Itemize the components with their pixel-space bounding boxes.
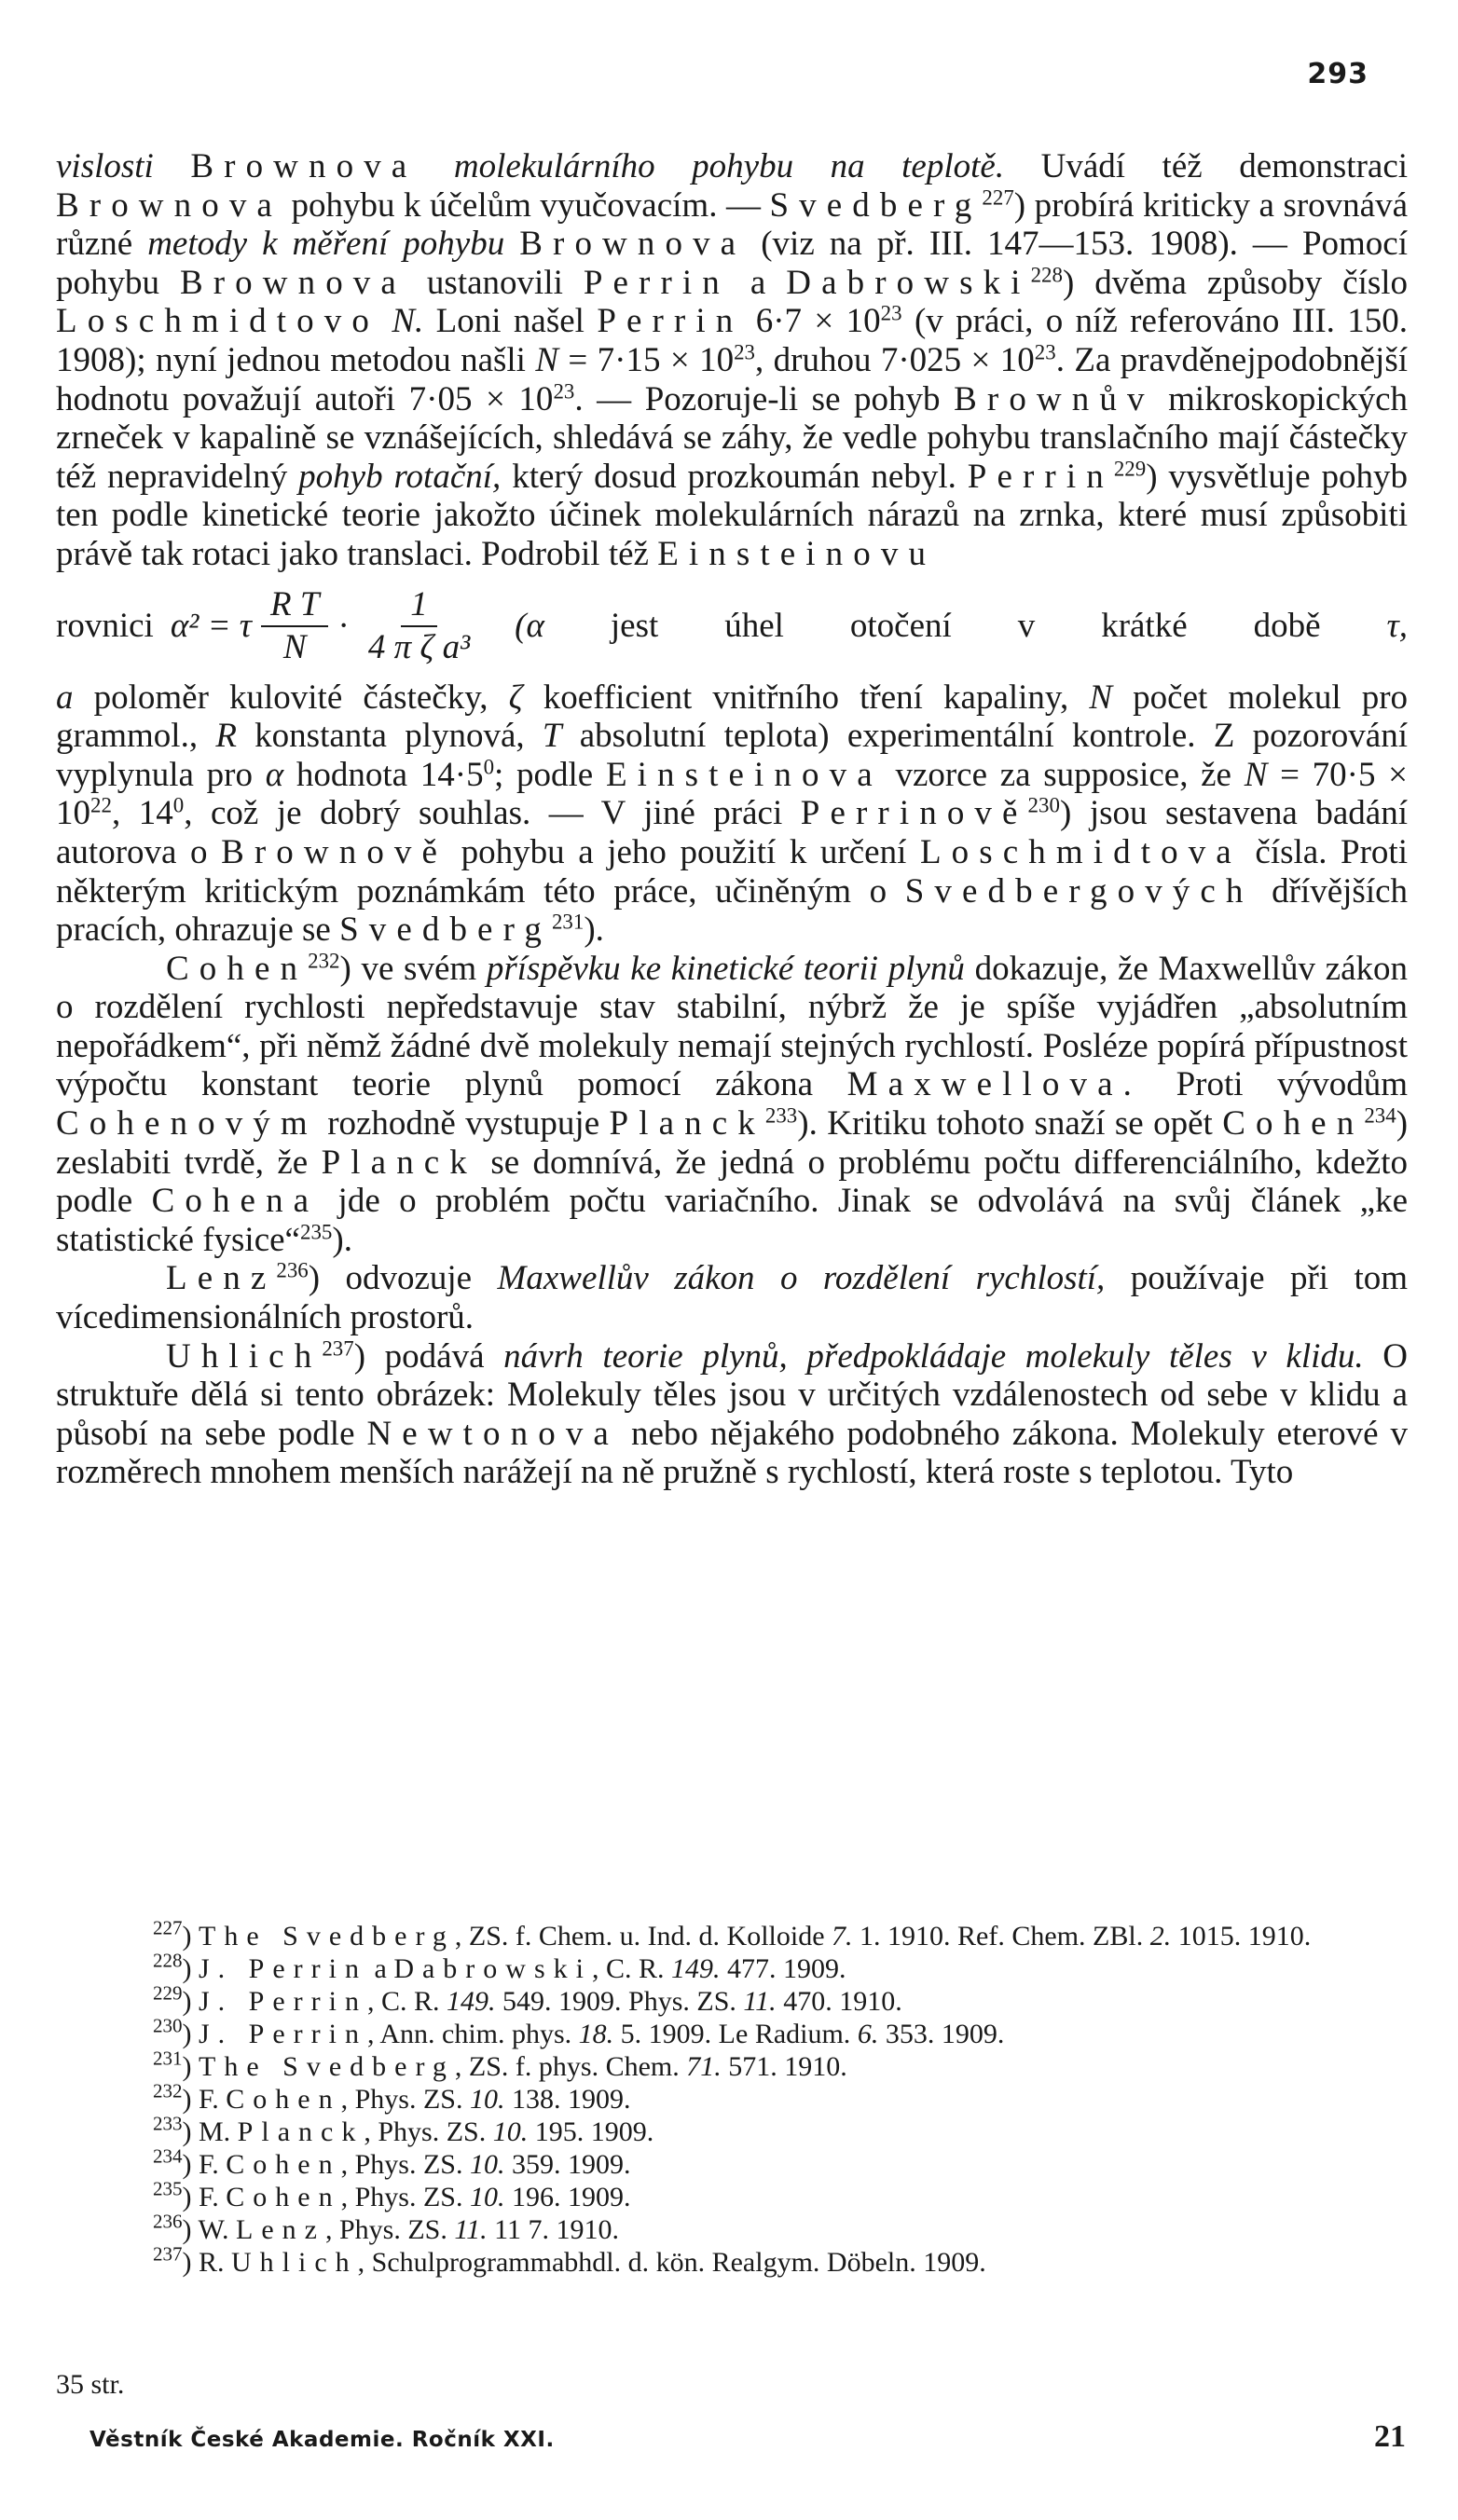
- text-run: ) ve svém: [339, 949, 477, 988]
- footnote-text: , C. R.: [591, 1953, 672, 1984]
- exponent: 0: [483, 755, 495, 779]
- author-name: Cohena: [151, 1182, 320, 1221]
- footnote-text: ): [182, 2019, 199, 2049]
- text-run: ) zeslabiti tvrdě, že: [56, 1104, 1409, 1182]
- author-name: Perrin: [583, 263, 730, 302]
- footnote-text: The Svedberg: [199, 1921, 455, 1952]
- footnote-text: 10.: [469, 2084, 505, 2115]
- author-name: Lenz: [166, 1259, 277, 1298]
- page-number: 293: [1307, 58, 1369, 90]
- text-run: otočení: [849, 606, 952, 645]
- footnote-number: 228: [153, 1949, 183, 1972]
- footnote-text: Cohen: [226, 2084, 341, 2115]
- text-run: ) podává: [353, 1336, 485, 1376]
- text-run: = 70·5 × 10: [56, 755, 1409, 833]
- text-run: Loni našel: [435, 302, 585, 341]
- text-run: a: [750, 263, 766, 302]
- author-name: Brownova: [56, 185, 282, 225]
- text-run: ).: [332, 1220, 352, 1259]
- text-run: ustanovili: [426, 263, 563, 302]
- paragraph-4: [56, 1337, 1408, 1492]
- author-name: Cohen: [1222, 1104, 1365, 1144]
- footnote-text: 353. 1909.: [878, 2019, 1005, 2049]
- text-run: . — Pozoruje-li se pohyb: [574, 379, 941, 418]
- text-run: rozhodně vystupuje: [327, 1104, 600, 1144]
- footnote-ref: 232: [308, 949, 340, 973]
- footnote-text: 5. 1909. Le Radium.: [613, 2019, 858, 2049]
- text-run: ) dvěma způsoby číslo: [1062, 263, 1409, 302]
- footnote-ref: 228: [1030, 263, 1063, 287]
- author-name: Perrinově: [800, 794, 1028, 833]
- footnote-text: 149.: [447, 1986, 496, 2017]
- footnote-number: 231: [153, 2047, 183, 2070]
- author-name: Perrin: [597, 302, 744, 341]
- footnote-ref: 237: [322, 1336, 354, 1361]
- journal-name: Věstník České Akademie. Ročník XXI.: [89, 2428, 555, 2452]
- text-run: návrh teorie plynů, předpokládaje molekuly těles v klidu.: [503, 1336, 1364, 1376]
- footnote: [56, 2047, 1408, 2083]
- footnote-text: 10.: [492, 2116, 529, 2147]
- footnote-text: 196. 1909.: [504, 2182, 631, 2212]
- footnote-number: 227: [153, 1916, 183, 1939]
- text-run: pohybu k účelům vyučovacím. —: [291, 185, 761, 225]
- text-run: počet molekul pro grammol.,: [56, 678, 1409, 756]
- footnote-text: ) R.: [182, 2247, 231, 2278]
- footnote-text: 470. 1910.: [776, 1986, 902, 2017]
- author-name: Brownův: [954, 379, 1155, 418]
- author-name: Svedberg: [339, 911, 552, 950]
- author-name: Einsteinova: [605, 755, 883, 794]
- footnote: [56, 2242, 1408, 2279]
- footnote-text: 11 7. 1910.: [487, 2214, 620, 2245]
- author-name: Perrin: [967, 457, 1114, 496]
- exponent: 23: [553, 378, 575, 403]
- author-name: Cohen: [166, 949, 309, 988]
- footnote: [56, 2177, 1408, 2213]
- multiply-dot: ·: [337, 606, 350, 645]
- author-name: Brownově: [221, 832, 448, 871]
- text-run: absolutní teplota) experimentální kontrole. Z pozorování vyplynula pro: [56, 717, 1409, 794]
- text-run: nebo nějakého podobného zákona. Molekuly eterové v rozměrech mnohem menších narážejí na ně pružně s rychlostí, která roste s teplotou. Tyto: [56, 1414, 1408, 1492]
- footnote-text: 18.: [578, 2019, 614, 2049]
- text-run: . Za pravděnejpodobnější hodnotu považují autoři 7·05 × 10: [56, 340, 1408, 418]
- text-run: ) odvozuje: [308, 1259, 473, 1298]
- footnote-text: 11.: [454, 2214, 488, 2245]
- footnote-text: , ZS. f. phys. Chem.: [454, 2051, 687, 2082]
- footnote-text: 2.: [1149, 1921, 1172, 1952]
- text-run: koefficient vnitřního tření kapaliny,: [543, 678, 1069, 717]
- equation-tail: [515, 607, 1408, 646]
- footnote-text: Cohen: [226, 2149, 341, 2180]
- author-name: Maxwellova.: [846, 1065, 1142, 1104]
- fraction-numerator: 1: [401, 584, 437, 627]
- text-run: ζ: [508, 678, 523, 717]
- text-run: τ,: [1386, 606, 1408, 645]
- author-name: Brownova: [179, 263, 406, 302]
- footnote-number: 232: [153, 2079, 183, 2102]
- text-run: ; podle: [494, 755, 594, 794]
- footnote: [56, 2210, 1408, 2246]
- footnote-number: 229: [153, 1981, 183, 2005]
- text-run: R: [215, 717, 237, 756]
- text-run: N: [1089, 678, 1113, 717]
- footnote-text: ): [182, 2051, 199, 2082]
- text-run: (v práci, o níž referováno III. 150. 1908); nyní jednou metodou našli: [56, 302, 1409, 379]
- footnote-number: 236: [153, 2210, 183, 2233]
- footnote-text: , C. R.: [367, 1986, 447, 2017]
- text-run: Maxwellův zákon o rozdělení rychlostí,: [497, 1259, 1106, 1298]
- exponent: 23: [734, 340, 756, 364]
- printer-signature: 35 str.: [56, 2369, 125, 2400]
- text-run: 6·7 × 10: [755, 302, 881, 341]
- text-run: α: [265, 755, 284, 794]
- author-name: Uhlich: [166, 1336, 323, 1376]
- footnote-number: 233: [153, 2112, 183, 2135]
- text-run: N.: [392, 302, 424, 341]
- paragraph-3: [56, 1259, 1408, 1336]
- footnote-text: Lenz: [236, 2214, 325, 2245]
- footnote-text: , Phys. ZS.: [340, 2084, 470, 2115]
- text-run: metody k měření pohybu: [147, 225, 505, 264]
- text-run: ) probírá kriticky a srovnává různé: [56, 185, 1409, 264]
- text-run: dokazuje, že Maxwellův zákon o rozdělení rychlosti nepředstavuje stav stabilní, nýbrž že je spíše vyjádřen „absolutním nepořádkem“, při němž žádné dvě molekuly nemají stejných rychlostí. Posléze popírá přípustnost výpočtu konstant teorie plynů pomocí zákona: [56, 949, 1409, 1104]
- footnote-number: 234: [153, 2144, 183, 2168]
- body-text: [56, 147, 1408, 1492]
- footnote-text: , Phys. ZS.: [364, 2116, 493, 2147]
- footnote-ref: 233: [764, 1103, 798, 1128]
- text-run: používaje při tom vícedimensionálních prostorů.: [56, 1259, 1408, 1337]
- text-run: a: [56, 678, 74, 717]
- text-run: dřívějších pracích, ohrazuje se: [56, 871, 1409, 950]
- text-run: Uvádí též demonstraci: [1040, 147, 1409, 185]
- footnote-text: 7.: [832, 1921, 853, 1952]
- text-run: vislosti: [56, 147, 154, 185]
- footnote-text: J. Perrin: [199, 2019, 367, 2049]
- text-run: molekulárního pohybu na teplotě.: [453, 147, 1005, 185]
- footnote-number: 230: [153, 2014, 183, 2037]
- fraction-one-over-4-pi-zeta-a3: [359, 584, 479, 668]
- author-name: Cohenovým: [56, 1104, 318, 1144]
- text-run: (viz na př. III. 147—153. 1908). — Pomocí pohybu: [56, 225, 1409, 302]
- footnote-text: Planck: [237, 2116, 364, 2147]
- text-run: čísla. Proti některým kritickým poznámkám této práce, učiněným o: [56, 832, 1408, 911]
- footnote-text: Dabrowski: [393, 1953, 592, 1984]
- fraction-rt-over-n: [261, 584, 328, 668]
- text-run: jest: [610, 606, 659, 645]
- equation: [56, 576, 1408, 677]
- footnote-text: Cohen: [226, 2182, 341, 2212]
- footnote-ref: 234: [1364, 1103, 1396, 1128]
- text-run: O struktuře dělá si tento obrázek: Molekuly těles jsou v určitých vzdálenostech od sebe v klidu a působí na sebe podle: [56, 1336, 1409, 1453]
- text-run: pohyb rotační,: [298, 457, 502, 496]
- footnote-text: 477. 1909.: [720, 1953, 846, 1984]
- footnote-text: , ZS. f. Chem. u. Ind. d. Kolloide: [454, 1921, 832, 1952]
- text-run: vzorce za supposice, že: [895, 755, 1231, 794]
- footnote-text: 195. 1909.: [528, 2116, 654, 2147]
- author-name: Brownova: [190, 147, 418, 185]
- paragraph-1-continued: [56, 678, 1408, 950]
- author-name: Einsteinovu: [657, 534, 937, 573]
- text-run: Proti vývodům: [1176, 1065, 1408, 1104]
- footnote: [56, 1949, 1408, 1985]
- footnote-text: 10.: [469, 2149, 505, 2180]
- text-run: , 14: [111, 794, 173, 833]
- text-run: , druhou 7·025 × 10: [755, 340, 1035, 379]
- text-run: T: [542, 717, 562, 756]
- footnote-text: 11.: [743, 1986, 777, 2017]
- author-name: Newtonova: [366, 1414, 619, 1453]
- page-footer: [89, 2419, 1406, 2455]
- author-name: Planck: [609, 1104, 765, 1144]
- footnote-ref: 236: [276, 1258, 309, 1282]
- footnote-text: 149.: [671, 1953, 721, 1984]
- footnote-text: 10.: [469, 2182, 505, 2212]
- footnote-text: 359. 1909.: [504, 2149, 631, 2180]
- footnote-text: a: [367, 1953, 394, 1984]
- author-name: Dabrowski: [786, 263, 1031, 302]
- footnote-text: 549. 1909. Phys. ZS.: [495, 1986, 744, 2017]
- footnote: [56, 2014, 1408, 2050]
- footnote-ref: 235: [299, 1220, 333, 1244]
- text-run: ) jsou sestavena badání autorova o: [56, 794, 1408, 871]
- footnote-ref: 230: [1027, 793, 1060, 817]
- text-run: v: [1017, 606, 1036, 645]
- footnote-text: 571. 1910.: [721, 2051, 847, 2082]
- text-run: (α: [515, 606, 544, 645]
- footnote-text: ) W.: [182, 2214, 237, 2245]
- footnote-text: ): [182, 1986, 199, 2017]
- text-run: , což je dobrý souhlas. — V jiné práci: [184, 794, 783, 833]
- text-run: krátké: [1101, 606, 1188, 645]
- footnote-text: J. Perrin: [199, 1953, 367, 1984]
- text-run: ). Kritiku tohoto snaží se opět: [797, 1104, 1213, 1144]
- footnote-number: 235: [153, 2177, 183, 2200]
- footnote-text: ): [182, 1953, 199, 1984]
- footnote-ref: 231: [551, 910, 585, 934]
- footnote-text: 1. 1910. Ref. Chem. ZBl.: [852, 1921, 1150, 1952]
- author-name: Svedberg: [769, 185, 983, 225]
- paragraph-2: [56, 950, 1408, 1260]
- footnote: [56, 1916, 1408, 1952]
- author-name: Loschmidtova: [919, 832, 1242, 871]
- exponent: 0: [172, 793, 185, 817]
- text-run: se domnívá, že jedná o problému počtu differenciálního, kdežto podle: [56, 1143, 1409, 1221]
- text-run: příspěvku ke kinetické teorii plynů: [486, 949, 965, 988]
- author-name: Planck: [321, 1143, 477, 1182]
- author-name: Loschmidtovo: [56, 302, 379, 341]
- text-run: = 7·15 × 10: [568, 340, 735, 379]
- text-run: hodnota 14·5: [296, 755, 484, 794]
- paragraph-1: [56, 147, 1408, 574]
- footnote-text: ) F.: [182, 2084, 227, 2115]
- footnote-text: ) F.: [182, 2182, 227, 2212]
- footnote-text: ): [182, 1921, 199, 1952]
- text-run: době: [1253, 606, 1321, 645]
- fraction-numerator: R T: [261, 584, 328, 627]
- footnote-ref: 229: [1113, 457, 1147, 481]
- footnote-text: , Phys. ZS.: [340, 2149, 470, 2180]
- exponent: 23: [1034, 340, 1056, 364]
- footnote-number: 237: [153, 2242, 183, 2266]
- text-run: ).: [584, 911, 604, 950]
- footnote-text: , Phys. ZS.: [324, 2214, 455, 2245]
- text-run: pohybu a jeho použití k určení: [461, 832, 907, 871]
- text-run: N: [535, 340, 559, 379]
- sheet-number: 21: [1374, 2419, 1406, 2454]
- equation-label: rovnici: [56, 606, 154, 645]
- equation-lhs: α² = τ: [170, 606, 253, 645]
- footnote: [56, 2079, 1408, 2116]
- footnote-text: 138. 1909.: [504, 2084, 631, 2115]
- fraction-denominator: N: [282, 627, 307, 666]
- author-name: Brownova: [519, 225, 747, 264]
- footnote-text: 1015. 1910.: [1171, 1921, 1312, 1952]
- footnote-text: 71.: [686, 2051, 722, 2082]
- text-run: N: [1244, 755, 1268, 794]
- text-run: konstanta plynová,: [254, 717, 525, 756]
- footnote-text: Uhlich: [231, 2247, 358, 2278]
- footnote-text: , Ann. chim. phys.: [367, 2019, 579, 2049]
- text-run: mikroskopických zrneček v kapalině se vznášejících, shledává se záhy, že vedle pohybu translačního mají částečky též nepravidelný: [56, 379, 1409, 496]
- footnote-text: , Schulprogrammabhdl. d. kön. Realgym. Döbeln. 1909.: [357, 2247, 986, 2278]
- text-run: ) vysvětluje pohyb ten podle kinetické teorie jakožto účinek molekulárních nárazů na zrnka, které musí způsobiti právě tak rotaci jako translaci. Podrobil též: [56, 457, 1409, 573]
- footnote: [56, 2144, 1408, 2181]
- text-run: úhel: [724, 606, 784, 645]
- footnote-text: The Svedberg: [199, 2051, 455, 2082]
- author-name: Svedbergových: [904, 871, 1254, 911]
- footnotes: [56, 1916, 1408, 2279]
- exponent: 23: [880, 301, 902, 325]
- footnote-text: 6.: [857, 2019, 879, 2049]
- fraction-denominator: 4 π ζ a³: [367, 627, 471, 666]
- footnote: [56, 1981, 1408, 2018]
- footnote: [56, 2112, 1408, 2148]
- exponent: 22: [90, 793, 112, 817]
- footnote-text: , Phys. ZS.: [340, 2182, 470, 2212]
- text-run: poloměr kulovité částečky,: [93, 678, 488, 717]
- footnote-ref: 227: [982, 185, 1014, 209]
- footnote-text: ) M.: [182, 2116, 238, 2147]
- footnote-text: J. Perrin: [199, 1986, 367, 2017]
- text-run: který dosud prozkoumán nebyl.: [512, 457, 956, 496]
- footnote-text: ) F.: [182, 2149, 227, 2180]
- text-run: jde o problém počtu variačního. Jinak se odvolává na svůj článek „ke statistické fysice“: [56, 1182, 1409, 1259]
